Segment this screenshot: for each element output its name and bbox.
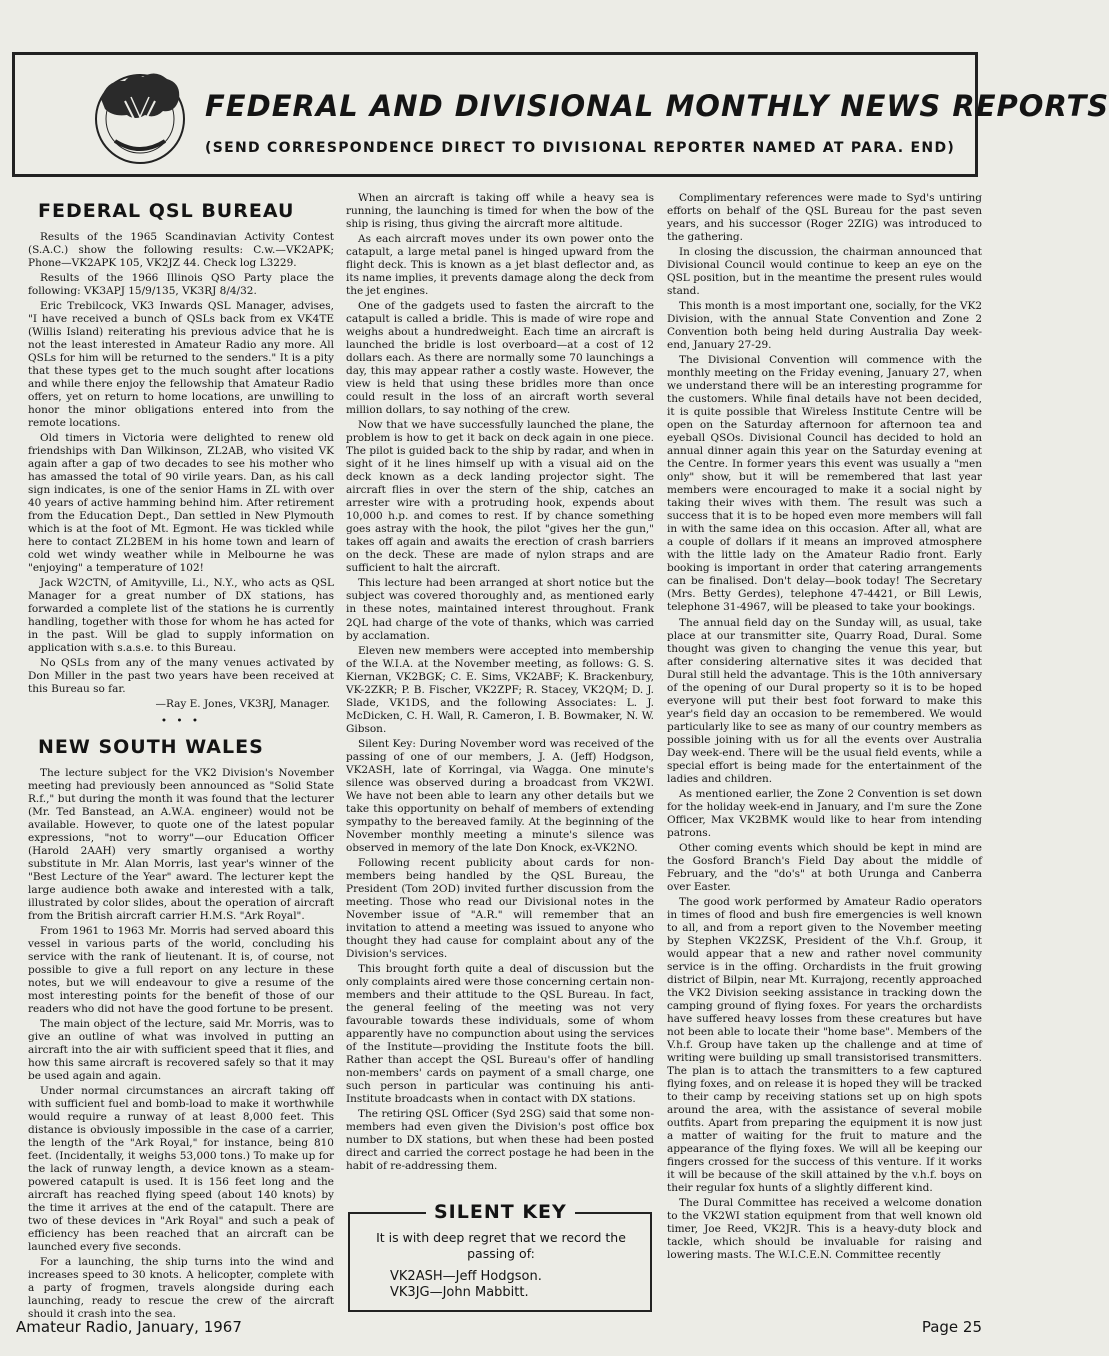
silent-key-title: SILENT KEY — [426, 1201, 575, 1223]
silent-key-box — [348, 1201, 652, 1312]
section-heading-nsw: NEW SOUTH WALES — [38, 736, 264, 759]
wia-emblem-icon — [85, 61, 195, 171]
qsl-paragraph: Results of the 1966 Illinois QSO Party place the following: VK3APJ 15/9/135, VK3RJ 8/4/32. — [28, 271, 334, 297]
silent-key-name: VK2ASH—Jeff Hodgson. — [390, 1269, 542, 1284]
column-1 — [28, 192, 334, 1321]
nsw-paragraph: Following recent publicity about cards for non-members being handled by the QSL Bureau, the President (Tom 2OD) invited further discussion from the meeting. Those who read our Divisional notes in the November issue of "A.R." will remember that an invitation to attend a meeting was issued to anyone who thought they had cause for complaint about any of the Division's services. — [346, 856, 654, 960]
footer-page-number: Page 25 — [921, 1318, 982, 1336]
column-3 — [667, 192, 982, 1312]
silent-key-text: It is with deep regret that we record the passing of: — [376, 1230, 626, 1261]
qsl-paragraph: Results of the 1965 Scandinavian Activity Contest (S.A.C.) show the following results: C.w.—VK2APK; Phone—VK2APK 105, VK2JZ 44. Check log L3229. — [28, 230, 334, 269]
nsw-paragraph: This brought forth quite a deal of discussion but the only complaints aired were those concerning certain non-members and their attitude to the QSL Bureau. In fact, the general feeling of the meeting was not very favourable towards these individuals, some of whom apparently have no compunction about using the services of the Institute—providing the Institute foots the bill. Rather than accept the QSL Bureau's offer of handling non-members' cards on payment of a small charge, one such person in particular was continuing his anti-Institute broadcasts when in contact with DX stations. — [346, 962, 654, 1106]
nsw-paragraph: The Divisional Convention will commence with the monthly meeting on the Friday evening, January 27, when we understand there will be an interesting programme for the customers. While final details have not been decided, it is quite possible that Wireless Institute Centre will be open on the Saturday afternoon for afternoon tea and eyeball QSOs. Divisional Council has decided to hold an annual dinner again this year on the Saturday evening at the Centre. In former years this event was usually a "men only" show, but it will be remembered that last year members were encouraged to make it a social night by taking their wives with them. The result was such a success that it is to be hoped even more members will fall in with the same idea on this occasion. After all, what are a couple of dollars if it means an improved atmosphere with the little lady on the Amateur Radio front. Early booking is important in order that catering arrangements can be finalised. Don't delay—book today! The Secretary (Mrs. Betty Gerdes), telephone 47-4421, or Bill Lewis, telephone 31-4967, will be pleased to take your bookings. — [667, 354, 982, 614]
nsw-paragraph: Silent Key: During November word was received of the passing of one of our members, J. A. (Jeff) Hodgson, VK2ASH, late of Korringal, via Wagga. One minute's silence was observed during a broadcast from VK2WI. We have not been able to learn any other details but we take this opportunity on behalf of members of extending sympathy to the bereaved family. At the beginning of the November monthly meeting a minute's silence was observed in memory of the late Don Knock, ex-VK2NO. — [346, 737, 654, 854]
nsw-paragraph: Eleven new members were accepted into membership of the W.I.A. at the November meeting, as follows: G. S. Kiernan, VK2BGK; C. E. Sims, VK2ABF; K. Brackenbury, VK-2ZKR; P. B. Fischer, VK2ZPF; R. Stacey, VK2QM; D. J. Slade, VK1DS, and the following Associates: L. J. McDicken, C. H. Wall, R. Cameron, I. B. Bowmaker, N. W. Gibson. — [346, 644, 654, 735]
page-header-box — [12, 52, 1109, 177]
nsw-paragraph: The annual field day on the Sunday will, as usual, take place at our transmitter site, Quarry Road, Dural. Some thought was given to changing the venue this year, but after considering alternative sites it was decided that Dural still held the advantage. This is the 10th anniversary of the opening of our Dural property so it is to be hoped everyone will put their best foot forward to make this year's field day an occasion to be remembered. We would particularly like to see as many of our country members as possible joining with us for all the events over Australia Day week-end. There will be the usual field events, while a special effort is being made for the entertainment of the ladies and children. — [667, 616, 982, 785]
qsl-paragraph: Eric Trebilcock, VK3 Inwards QSL Manager, advises, "I have received a bunch of QSLs back from ex VK4TE (Willis Island) reiterating his previous advice that he is not the least interested in Amateur Radio any more. All QSLs for him will be returned to the senders." It is a pity that these types get to the much sought after locations and while there enjoy the fellowship that Amateur Radio offers, yet on return to home locations, are unwilling to honor the minor obligations entered into from the remote locations. — [28, 299, 334, 429]
nsw-paragraph: Now that we have successfully launched the plane, the problem is how to get it back on deck again in one piece. The pilot is guided back to the ship by radar, and when in sight of it he lines himself up with a visual aid on the deck known as a deck landing projector sight. The aircraft flies in over the stern of the ship, catches an arrester wire with a protruding hook, expends about 10,000 h.p. and comes to rest. If by chance something goes astray with the hook, the pilot "gives her the gun," takes off again and awaits the erection of crash barriers on the deck. These are made of nylon straps and are sufficient to halt the aircraft. — [346, 419, 654, 575]
footer-publication: Amateur Radio, January, 1967 — [16, 1318, 242, 1336]
qsl-paragraph: Jack W2CTN, of Amityville, Li., N.Y., who acts as QSL Manager for a great number of DX stations, has forwarded a complete list of the stations he is currently handling, together with those for whom he has acted for in the past. Will be glad to supply information on application with s.a.s.e. to this Bureau. — [28, 576, 334, 655]
nsw-paragraph: The lecture subject for the VK2 Division's November meeting had previously been announced as "Solid State R.f.," but during the month it was found that the lecturer (Mr. Ted Banstead, an A.W.A. engineer) would not be available. However, to quote one of the latest popular expressions, "not to worry"—our Education Officer (Harold 2AAH) very smartly organised a worthy substitute in Mr. Alan Morris, last year's winner of the "Best Lecture of the Year" award. The lecturer kept the large audience both awake and interested with a talk, illustrated by color slides, about the operation of aircraft from the British aircraft carrier H.M.S. "Ark Royal". — [28, 766, 334, 922]
qsl-paragraph: Old timers in Victoria were delighted to renew old friendships with Dan Wilkinson, ZL2AB, who visited VK again after a gap of two decades to see his mother who has amassed the total of 90 virile years. Dan, as his call sign indicates, is one of the senior Hams in ZL with over 40 years of active hamming behind him. After retirement from the Education Dept., Dan settled in New Plymouth which is at the foot of Mt. Egmont. He was tickled while here to contact ZL2BEM in his home town and learn of cold wet windy weather while in Melbourne he was "enjoying" a temperature of 102! — [28, 431, 334, 574]
nsw-paragraph: The main object of the lecture, said Mr. Morris, was to give an outline of what was involved in putting an aircraft into the air with sufficient speed that it flies, and how this same aircraft is recovered safely so that it may be used again and again. — [28, 1017, 334, 1083]
nsw-paragraph: The Dural Committee has received a welcome donation to the VK2WI station equipment from that well known old timer, Joe Reed, VK2JR. This is a heavy-duty block and tackle, which should be invaluable for raising and lowering masts. The W.I.C.E.N. Committee recently — [667, 1197, 982, 1262]
nsw-paragraph: From 1961 to 1963 Mr. Morris had served aboard this vessel in various parts of the world, concluding his service with the rank of lieutenant. It is, of course, not possible to give a full report on any lecture in these notes, but we will endeavour to give a resume of the most interesting points for the benefit of those of our readers who did not have the good fortune to be present. — [28, 924, 334, 1015]
section-heading-qsl: FEDERAL QSL BUREAU — [38, 200, 295, 222]
nsw-paragraph: Other coming events which should be kept in mind are the Gosford Branch's Field Day about the middle of February, and the "do's" at both Urunga and Canberra over Easter. — [667, 841, 982, 893]
qsl-signature: —Ray E. Jones, VK3RJ, Manager. — [155, 698, 330, 711]
section-separator: • • • — [160, 715, 202, 728]
nsw-paragraph: One of the gadgets used to fasten the aircraft to the catapult is called a bridle. This is made of wire rope and weighs about a hundredweight. Each time an aircraft is launched the bridle is lost overboard—at a cost of 12 dollars each. As there are normally some 70 launchings a day, this may appear rather a costly waste. However, the view is held that using these bridles more than once could result in the loss of an aircraft worth several million dollars, to say nothing of the crew. — [346, 300, 654, 417]
nsw-paragraph: This lecture had been arranged at short notice but the subject was covered thoroughly and, as mentioned early in these notes, maintained interest throughout. Frank 2QL had charge of the vote of thanks, which was carried by acclamation. — [346, 577, 654, 642]
nsw-paragraph: As mentioned earlier, the Zone 2 Convention is set down for the holiday week-end in January, and I'm sure the Zone Officer, Max VK2BMK would like to hear from intending patrons. — [667, 787, 982, 839]
nsw-paragraph: The good work performed by Amateur Radio operators in times of flood and bush fire emergencies is well known to all, and from a report given to the November meeting by Stephen VK2ZSK, President of the V.h.f. Group, it would appear that a new and rather novel community service is in the offing. Orchardists in the fruit growing district of Bilpin, near Mt. Kurrajong, recently approached the VK2 Division seeking assistance in tracking down the camping ground of flying foxes. For years the orchardists have suffered heavy losses from these creatures but have not been able to locate their "home base". Members of the V.h.f. Group have taken up the challenge and at time of writing were building up small transistorised transmitters. The plan is to attach the transmitters to a few captured flying foxes, and on release it is hoped they will be tracked to their camp by receiving stations set up on high spots around the area, with the assistance of several mobile outfits. Apart from preparing the equipment it is now just a matter of waiting for the fruit to mature and the appearance of the flying foxes. We will all be keeping our fingers crossed for the success of this venture. If it works it will be because of the skill attained by the v.h.f. boys on their regular fox hunts of a slightly different kind. — [667, 895, 982, 1195]
silent-key-name: VK3JG—John Mabbitt. — [390, 1285, 529, 1301]
nsw-paragraph: Under normal circumstances an aircraft taking off with sufficient fuel and bomb-load to make it worthwhile would require a runway of at least 8,000 feet. This distance is obviously impossible in the case of a carrier, the length of the "Ark Royal," for instance, being 810 feet. (Incidentally, it weighs 53,000 tons.) To make up for the lack of runway length, a device known as a steam-powered catapult is used. It is 156 feet long and the aircraft has reached flying speed (about 140 knots) by the time it arrives at the end of the catapult. There are two of these devices in "Ark Royal" and such a peak of efficiency has been reached that an aircraft can be launched every five seconds. — [28, 1085, 334, 1254]
silent-key-names — [390, 1269, 542, 1302]
page-subtitle: (SEND CORRESPONDENCE DIRECT TO DIVISIONAL REPORTER NAMED AT PARA. END) — [205, 140, 956, 156]
nsw-paragraph: As each aircraft moves under its own power onto the catapult, a large metal panel is hinged upward from the flight deck. This is known as a jet blast deflector and, as its name implies, it prevents damage along the deck from the jet engines. — [346, 233, 654, 298]
nsw-paragraph: Complimentary references were made to Syd's untiring efforts on behalf of the QSL Bureau for the past seven years, and his successor (Roger 2ZIG) was introduced to the gathering. — [667, 192, 982, 244]
nsw-paragraph: In closing the discussion, the chairman announced that Divisional Council would continue to keep an eye on the QSL position, but in the meantime the present rules would stand. — [667, 246, 982, 298]
qsl-paragraph: No QSLs from any of the many venues activated by Don Miller in the past two years have been received at this Bureau so far. — [28, 657, 334, 696]
nsw-paragraph: This month is a most important one, socially, for the VK2 Division, with the annual State Convention and Zone 2 Convention both being held during Australia Day week-end, January 27-29. — [667, 300, 982, 352]
nsw-paragraph: When an aircraft is taking off while a heavy sea is running, the launching is timed for when the bow of the ship is rising, thus giving the aircraft more altitude. — [346, 192, 654, 231]
page-title: FEDERAL AND DIVISIONAL MONTHLY NEWS REPORTS — [205, 89, 1109, 123]
column-2 — [346, 192, 654, 1202]
nsw-paragraph: For a launching, the ship turns into the wind and increases speed to 30 knots. A helicopter, complete with a party of frogmen, travels alongside during each launching, ready to rescue the crew of the aircraft should it crash into the sea. — [28, 1256, 334, 1321]
nsw-paragraph: The retiring QSL Officer (Syd 2SG) said that some non-members had even given the Division's post office box number to DX stations, but when these had been posted direct and carried the correct postage he had been in the habit of re-addressing them. — [346, 1108, 654, 1173]
